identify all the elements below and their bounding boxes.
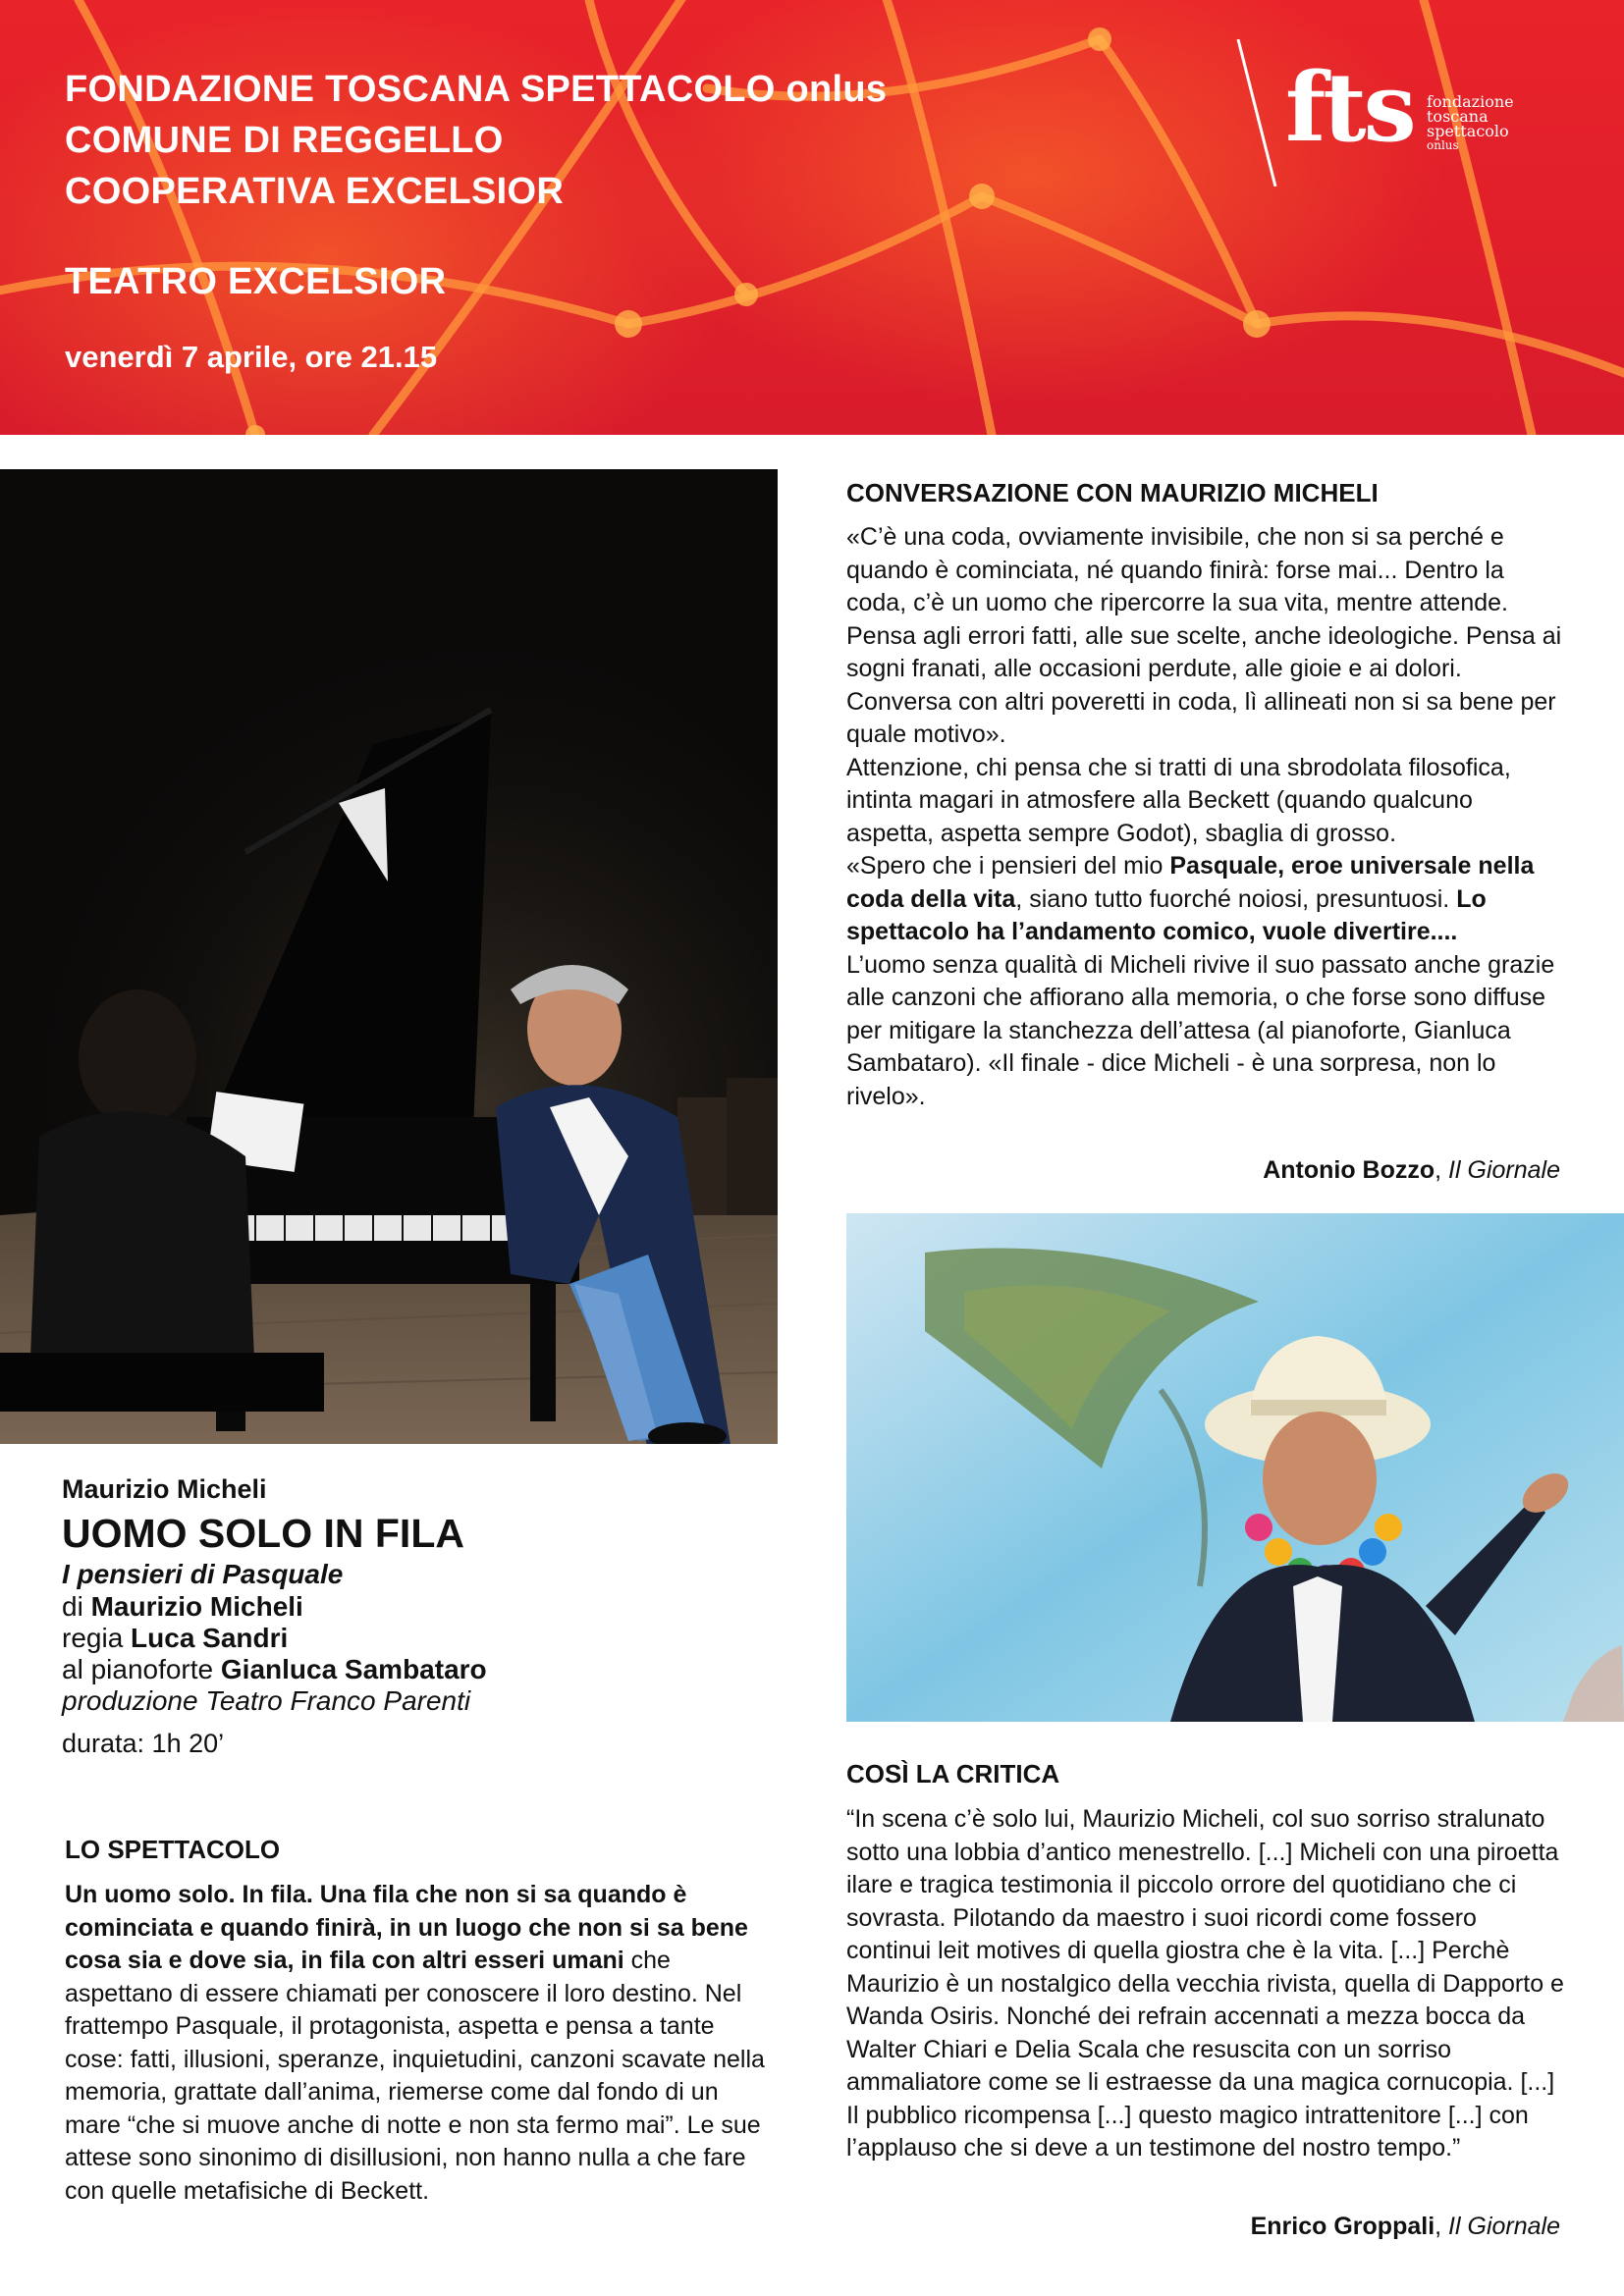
show-title: UOMO SOLO IN FILA bbox=[62, 1511, 464, 1556]
signature-name: Enrico Groppali bbox=[1250, 2213, 1435, 2240]
logo-sub-line: toscana bbox=[1427, 107, 1489, 126]
signature-groppali bbox=[1251, 2213, 1560, 2241]
org-line-2: COMUNE DI REGGELLO bbox=[65, 120, 504, 161]
credit-production: produzione Teatro Franco Parenti bbox=[62, 1685, 471, 1716]
credit-author-prefix: di bbox=[62, 1591, 83, 1622]
show-subtitle: I pensieri di Pasquale bbox=[62, 1559, 344, 1589]
show-credits bbox=[62, 1474, 769, 1759]
show-duration: durata: 1h 20’ bbox=[62, 1729, 225, 1758]
section-heading-conversazione: CONVERSAZIONE CON MAURIZIO MICHELI bbox=[846, 478, 1379, 507]
header-banner bbox=[0, 0, 1624, 435]
credit-piano bbox=[62, 1654, 769, 1685]
credit-direction-prefix: regia bbox=[62, 1623, 124, 1653]
conversazione-text bbox=[846, 521, 1563, 1113]
credit-piano-prefix: al pianoforte bbox=[62, 1654, 214, 1684]
conversazione-paragraph: «C’è una coda, ovviamente invisibile, che non si sa perché e quando è cominciata, né quando finirà: forse mai... Dentro la coda, c’è un uomo che ripercorre la sua vita, mentre attende. Pensa agli errori fatti, alle sue scelte, anche ideologiche. Pensa ai sogni franati, alle occasioni perdute, alle gioie e ai dolori. Conversa con altri poveretti in coda, lì allineati non si sa bene per quale motivo». bbox=[846, 523, 1562, 748]
author-name: Maurizio Micheli bbox=[62, 1474, 267, 1504]
signature-publication: Il Giornale bbox=[1448, 2213, 1560, 2240]
logo-sub-line: spettacolo bbox=[1427, 122, 1509, 140]
logo-sub-line: fondazione bbox=[1427, 92, 1514, 111]
conversazione-paragraph: L’uomo senza qualità di Micheli rivive il suo passato anche grazie alle canzoni che affiorano alla memoria, o che forse sono diffuse per mitigare la stanchezza dell’attesa (al pianoforte, Gianluca Sambataro). «Il finale - dice Micheli - è una sorpresa, non lo rivelo». bbox=[846, 950, 1555, 1110]
signature-publication: Il Giornale bbox=[1448, 1156, 1560, 1184]
lo-spettacolo-text bbox=[65, 1879, 780, 2208]
section-heading-lo-spettacolo: LO SPETTACOLO bbox=[65, 1835, 281, 1864]
venue-title: TEATRO EXCELSIOR bbox=[65, 261, 447, 302]
logo-sub-line: onlus bbox=[1427, 138, 1459, 152]
conversazione-bold-run: Lo spettacolo ha l’andamento comico, vuole divertire.... bbox=[846, 884, 1487, 945]
conversazione-paragraph: Attenzione, chi pensa che si tratti di una sbrodolata filosofica, intinta magari in atmosfere alla Beckett (quando qualcuno aspetta, aspetta sempre Godot), sbaglia di grosso. bbox=[846, 753, 1511, 847]
logo-mark: fts bbox=[1285, 52, 1414, 163]
logo-subtitle bbox=[1427, 94, 1514, 153]
conversazione-bold-run: Pasquale, eroe universale nella coda della vita bbox=[846, 852, 1535, 913]
lo-spettacolo-bold: Un uomo solo. In fila. Una fila che non si sa quando è cominciata e quando finirà, in un luogo che non si sa bene cosa sia e dove sia, in fila con altri esseri umani bbox=[65, 1881, 748, 1974]
conversazione-run: , siano tutto fuorché noiosi, presuntuosi. bbox=[1015, 884, 1457, 913]
conversazione-run: «Spero che i pensieri del mio bbox=[846, 852, 1170, 880]
signature-bozzo bbox=[1263, 1156, 1560, 1185]
event-date: venerdì 7 aprile, ore 21.15 bbox=[65, 340, 438, 374]
critica-paragraph: “In scena c’è solo lui, Maurizio Micheli, col suo sorriso stralunato sotto una lobbia d’antico menestrello. [...] Micheli con una piroetta ilare e tragica testimonia il piccolo orrore del quotidiano che ci sovrasta. Pilotando da maestro i suoi ricordi come fossero continui leit motives di quella giostra che è la vita. [...] Perchè Maurizio è un nostalgico della vecchia rivista, quella di Dapporto e Wanda Osiris. Nonché dei refrain accennati a mezza bocca da Walter Chiari e Delia Scala che resuscita con un sorriso ammaliatore come se li estraesse da una magica cornucopia. [...] Il pubblico ricompensa [...] questo magico intrattenitore [...] con l’applauso che si deve a un testimone del nostro tempo.” bbox=[846, 1805, 1564, 2162]
conversazione-paragraph bbox=[846, 850, 1563, 949]
org-line-3: COOPERATIVA EXCELSIOR bbox=[65, 171, 565, 212]
signature-separator: , bbox=[1435, 2213, 1449, 2240]
signature-separator: , bbox=[1435, 1156, 1449, 1184]
actor-photo-hat bbox=[846, 1213, 1624, 1722]
credit-direction bbox=[62, 1623, 769, 1654]
stage-photo-illustration bbox=[0, 469, 778, 1444]
fts-logo bbox=[1232, 39, 1556, 187]
lo-spettacolo-body: che aspettano di essere chiamati per conoscere il loro destino. Nel frattempo Pasquale, il protagonista, aspetta e pensa a tante cose: fatti, illusioni, speranze, inquietudini, canzoni scavate nella memoria, grattate dall’anima, riemerse come dal fondo di un mare “che si muove anche di notte e non sta fermo mai”. Le sue attese sono sinonimo di disillusioni, non hanno nulla a che fare con quelle metafisiche di Beckett. bbox=[65, 1947, 765, 2205]
credit-direction-name: Luca Sandri bbox=[131, 1623, 289, 1653]
credit-author-name: Maurizio Micheli bbox=[90, 1591, 303, 1622]
critica-text bbox=[846, 1803, 1565, 2165]
signature-name: Antonio Bozzo bbox=[1263, 1156, 1435, 1184]
section-heading-critica: COSÌ LA CRITICA bbox=[846, 1759, 1060, 1789]
org-line-1: FONDAZIONE TOSCANA SPETTACOLO onlus bbox=[65, 69, 888, 110]
credit-author bbox=[62, 1591, 769, 1623]
credit-piano-name: Gianluca Sambataro bbox=[220, 1654, 487, 1684]
stage-photo-piano bbox=[0, 469, 778, 1444]
actor-photo-illustration bbox=[846, 1213, 1624, 1722]
